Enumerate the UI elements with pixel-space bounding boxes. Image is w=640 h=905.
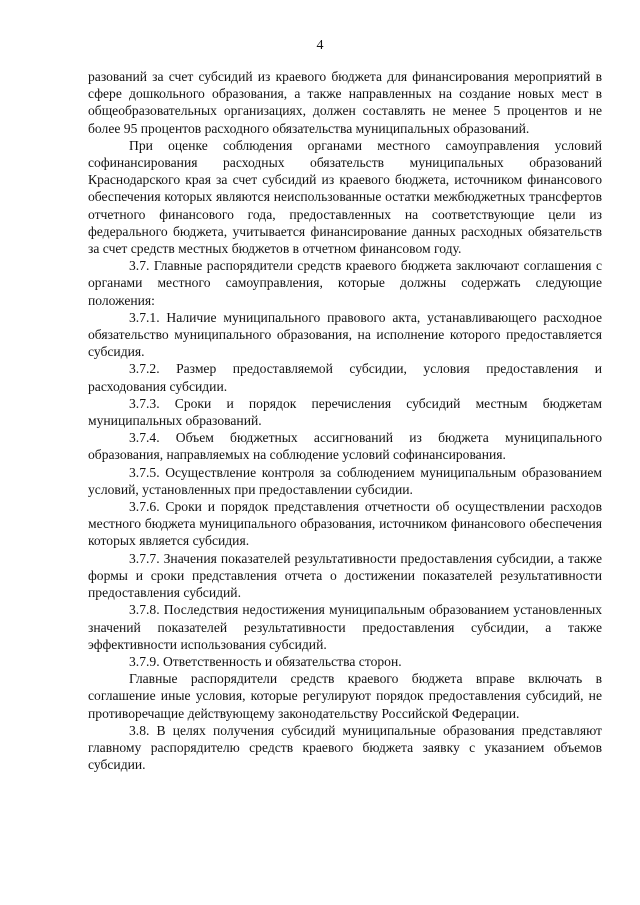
paragraph-3-7-8: 3.7.8. Последствия недостижения муниципальным образованием установленных значений показателей результативности предоставления субсидии, а также эффективности использования субсидий. [88,602,602,652]
paragraph-cofinancing-assessment: При оценке соблюдения органами местного самоуправления условий софинансирования расходных обязательств муниципальных образований Краснодарского края за счет субсидий из краевого бюджета, источником финансового обеспечения которых являются неиспользованные остатки межбюджетных трансфертов отчетного финансового года, предоставленных на соответствующие цели из федерального бюджета, учитывается финансирование данных расходных обязательств за счет средств местных бюджетов в отчетном финансовом году. [88,137,602,257]
paragraph-3-7-3: 3.7.3. Сроки и порядок перечисления субсидий местным бюджетам муниципальных образований. [88,395,602,429]
paragraph-3-7-4: 3.7.4. Объем бюджетных ассигнований из бюджета муниципального образования, направляемых на соблюдение условий софинансирования. [88,430,602,463]
paragraph-3-7-2: 3.7.2. Размер предоставляемой субсидии, условия предоставления и расходования субсидии. [88,361,602,394]
paragraph-3-7-6: 3.7.6. Сроки и порядок представления отчетности об осуществлении расходов местного бюджета муниципального образования, источником финансового обеспечения которых является субсидия. [88,499,602,549]
document-body [88,68,602,773]
paragraph-additional-conditions: Главные распорядители средств краевого бюджета вправе включать в соглашение иные условия, которые регулируют порядок предоставления субсидий, не противоречащие действующему законодательству Российской Федерации. [88,671,602,721]
paragraph-3-7-7: 3.7.7. Значения показателей результативности предоставления субсидии, а также формы и сроки представления отчета о достижении показателей результативности предоставления субсидий. [88,550,602,601]
paragraph-3-7-9: 3.7.9. Ответственность и обязательства сторон. [129,653,402,669]
paragraph-3-8: 3.8. В целях получения субсидий муниципальные образования представляют главному распорядителю средств краевого бюджета заявку с указанием объемов субсидии. [88,722,602,773]
paragraph-3-7-5: 3.7.5. Осуществление контроля за соблюдением муниципальным образованием условий, установленных при предоставлении субсидии. [88,464,602,497]
paragraph-3-7: 3.7. Главные распорядители средств краевого бюджета заключают соглашения с органами местного самоуправления, которые должны содержать следующие положения: [88,258,602,308]
page-number: 4 [316,38,324,53]
paragraph-continuation: разований за счет субсидий из краевого бюджета для финансирования мероприятий в сфере дошкольного образования, а также направленных на создание новых мест в общеобразовательных организациях, должен составлять не менее 5 процентов и не более 95 процентов расходного обязательства муниципальных образований. [88,69,602,136]
paragraph-3-7-1: 3.7.1. Наличие муниципального правового акта, устанавливающего расходное обязательство муниципального образования, на исполнение которого предоставляется субсидия. [88,309,602,360]
